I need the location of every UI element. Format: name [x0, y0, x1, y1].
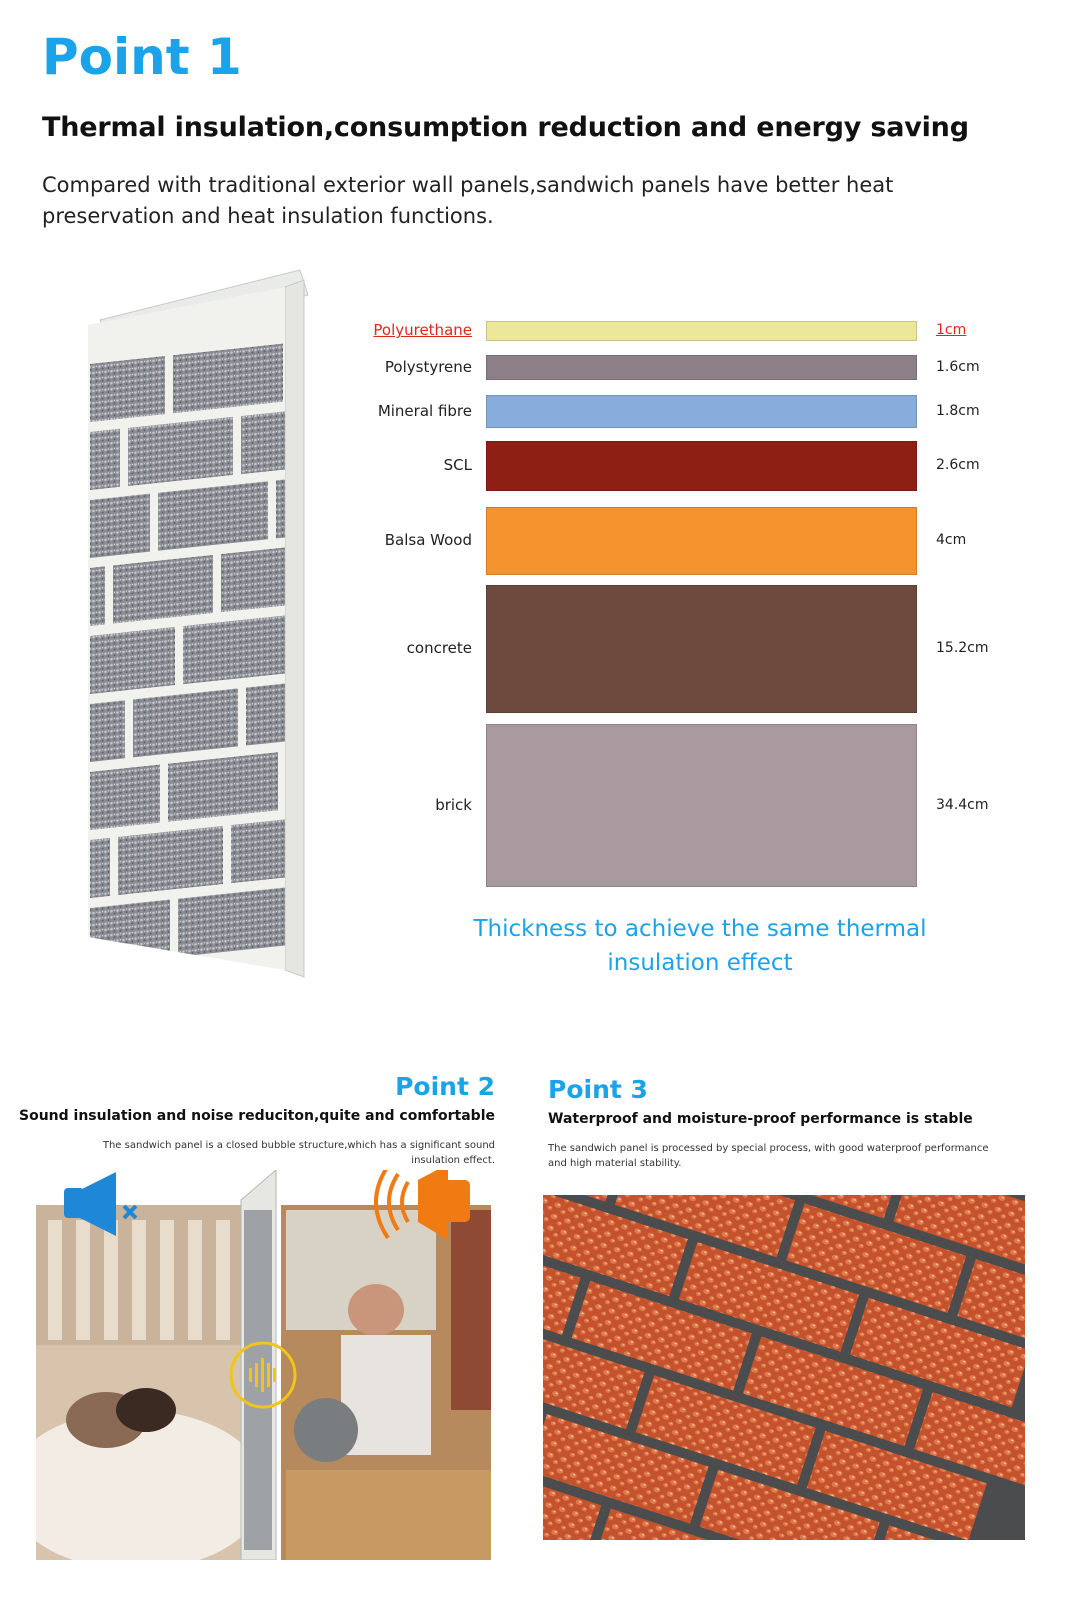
layer-label: Balsa Wood — [384, 531, 472, 549]
layer-label: Mineral fibre — [377, 401, 472, 420]
point3-subtitle: Waterproof and moisture-proof performance is stable — [548, 1111, 973, 1127]
point1-subtitle: Thermal insulation,consumption reduction and energy saving — [42, 112, 969, 143]
layer-label: SCL — [443, 456, 472, 474]
layer-value: 1.6cm — [936, 358, 980, 375]
point2-description: The sandwich panel is a closed bubble structure,which has a significant sound insulation effect. — [102, 1140, 495, 1166]
layer-label: Polyurethane — [373, 321, 472, 339]
point3-description: The sandwich panel is processed by special process, with good waterproof performance and high material stability. — [548, 1143, 989, 1169]
layer-value: 1.8cm — [936, 402, 980, 419]
point1-description: Compared with traditional exterior wall panels,sandwich panels have better heat preservation and heat insulation functions. — [42, 173, 894, 228]
layer-value: 2.6cm — [936, 457, 980, 473]
layer-value: 15.2cm — [936, 640, 989, 656]
point2-subtitle: Sound insulation and noise reduciton,quite and comfortable — [19, 1108, 495, 1124]
layer-bar — [486, 585, 917, 713]
layer-bar — [486, 395, 917, 428]
layer-bar — [486, 507, 917, 575]
sandwich-panel-image — [80, 265, 315, 985]
point3-title: Point 3 — [548, 1075, 648, 1104]
layer-value: 4cm — [936, 532, 967, 548]
point2-title: Point 2 — [395, 1072, 495, 1101]
layer-value: 1cm — [936, 322, 967, 338]
comparison-caption: Thickness to achieve the same thermal insulation effect — [473, 916, 927, 976]
layer-bar — [486, 441, 917, 491]
sound-insulation-image — [36, 1170, 491, 1560]
waterproof-panel-image — [543, 1195, 1025, 1540]
layer-label: brick — [435, 795, 472, 814]
layer-label: concrete — [406, 639, 472, 657]
layer-label: Polystyrene — [384, 357, 472, 376]
layer-value: 34.4cm — [936, 796, 989, 813]
layer-bar — [486, 724, 917, 887]
point1-title: Point 1 — [42, 28, 242, 86]
layer-bar — [486, 355, 917, 380]
layer-bar — [486, 321, 917, 341]
